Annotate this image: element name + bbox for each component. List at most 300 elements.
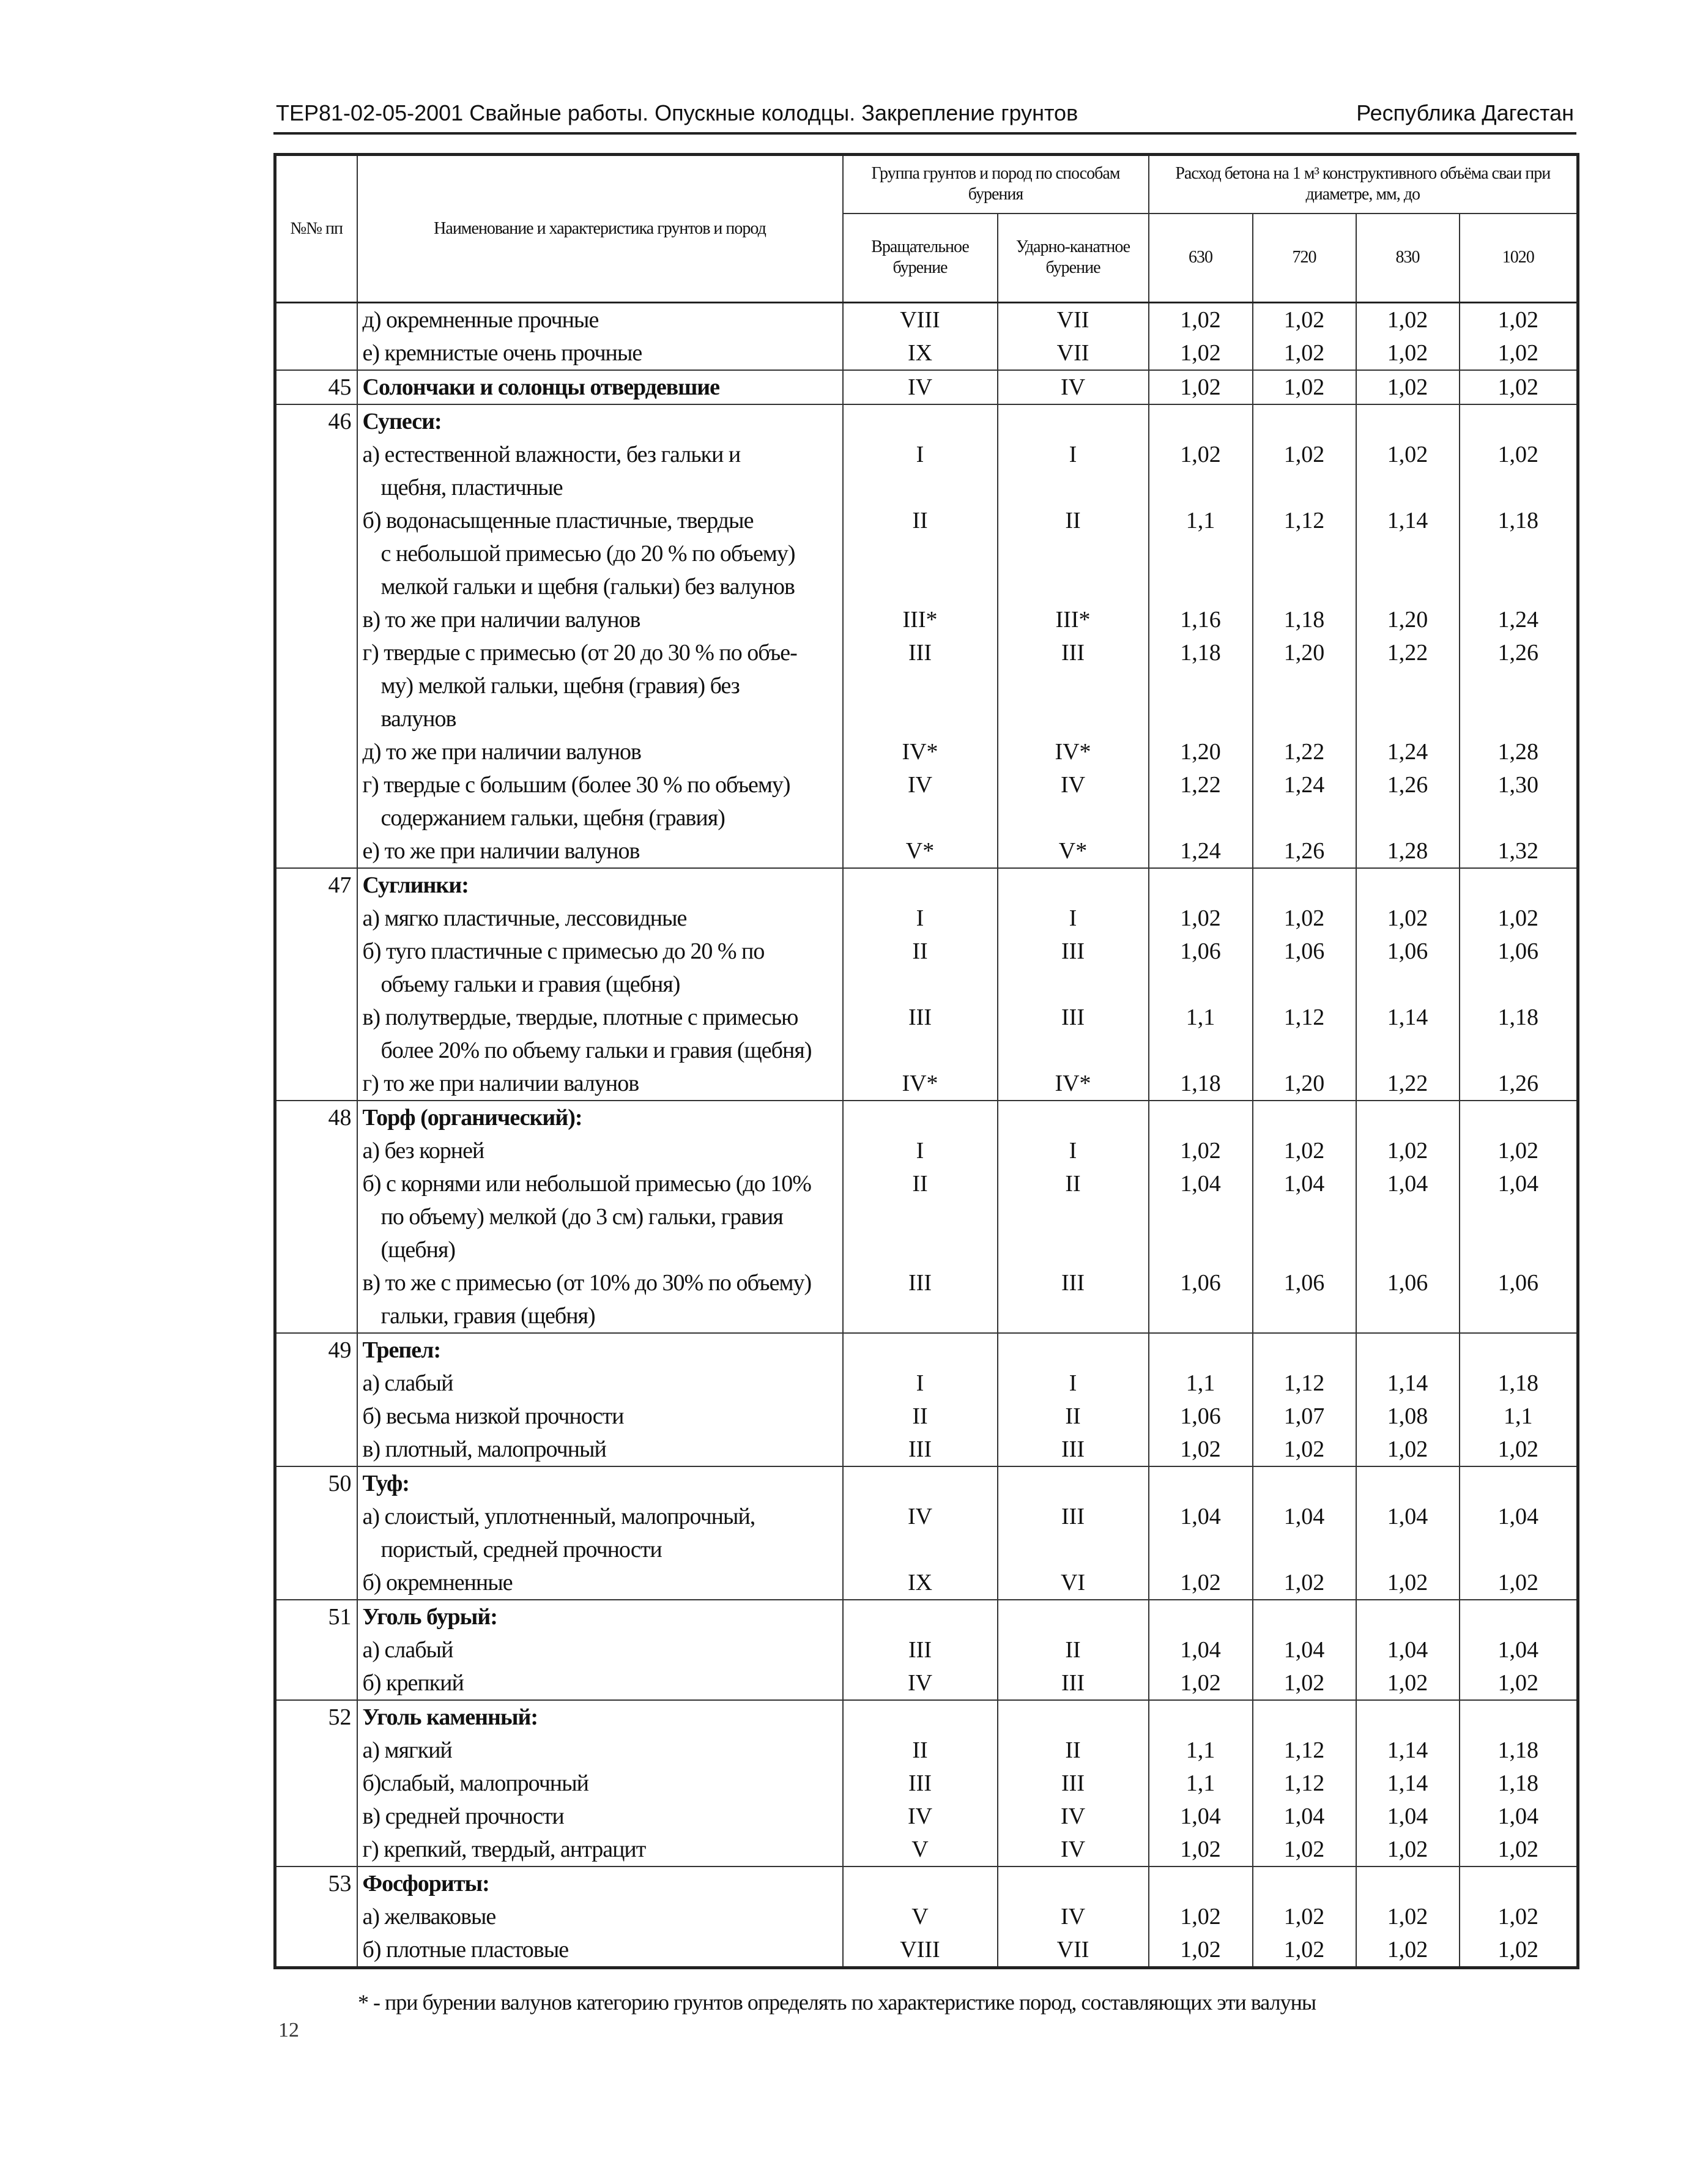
rotary-group: VIII: [843, 1933, 998, 1968]
row-number: 52: [275, 1700, 357, 1734]
row-name-text: г) то же при наличии валунов: [362, 1071, 639, 1096]
row-name: [357, 303, 843, 337]
row-name-text: а) мягкий: [362, 1737, 452, 1763]
row-name: [357, 438, 843, 504]
row-name-text: а) естественной влажности, без гальки и: [362, 442, 741, 467]
table-row: [275, 1666, 1578, 1700]
consumption-d830: 1,02: [1356, 336, 1460, 370]
percussion-group: IV: [998, 768, 1149, 834]
rotary-group: VIII: [843, 303, 998, 337]
consumption-d1020: 1,02: [1460, 1566, 1578, 1600]
row-name-text: б) окремненные: [362, 1570, 513, 1595]
row-name-text: б) туго пластичные с примесью до 20 % по: [362, 938, 765, 964]
row-number: [275, 1400, 357, 1433]
consumption-d720: [1253, 868, 1356, 902]
row-name-text: Уголь каменный:: [362, 1704, 538, 1730]
table-row: [275, 902, 1578, 935]
consumption-d720: 1,02: [1253, 1134, 1356, 1167]
consumption-d720: 1,02: [1253, 370, 1356, 404]
row-number: [275, 1800, 357, 1833]
row-name: [357, 1333, 843, 1367]
consumption-d830: 1,14: [1356, 1001, 1460, 1067]
rotary-group: I: [843, 902, 998, 935]
row-name-continuation: му) мелкой гальки, щебня (гравия) без: [380, 673, 740, 699]
consumption-d630: 1,02: [1149, 1134, 1253, 1167]
row-name: [357, 1167, 843, 1266]
consumption-d630: 1,04: [1149, 1800, 1253, 1833]
consumption-d720: 1,20: [1253, 636, 1356, 735]
table-row: [275, 1500, 1578, 1566]
col-d1020-header: 1020: [1460, 214, 1578, 303]
row-name-text: Фосфориты:: [362, 1871, 489, 1896]
consumption-d1020: 1,26: [1460, 1067, 1578, 1101]
consumption-d630: 1,1: [1149, 1767, 1253, 1800]
row-number: [275, 1566, 357, 1600]
consumption-d720: 1,02: [1253, 1566, 1356, 1600]
consumption-d830: 1,02: [1356, 370, 1460, 404]
table-row: [275, 1367, 1578, 1400]
row-name-text: в) то же при наличии валунов: [362, 607, 640, 633]
consumption-d630: 1,02: [1149, 438, 1253, 504]
consumption-d720: [1253, 404, 1356, 438]
row-number: [275, 1266, 357, 1333]
row-name-text: б) крепкий: [362, 1670, 464, 1696]
consumption-d1020: [1460, 1866, 1578, 1900]
consumption-d630: [1149, 1466, 1253, 1500]
consumption-d1020: 1,18: [1460, 1001, 1578, 1067]
rotary-group: II: [843, 1734, 998, 1767]
row-number: [275, 1134, 357, 1167]
row-name-text: б)слабый, малопрочный: [362, 1770, 589, 1796]
consumption-d1020: [1460, 1101, 1578, 1134]
row-name-text: в) средней прочности: [362, 1803, 564, 1829]
row-number: [275, 636, 357, 735]
row-name: [357, 370, 843, 404]
consumption-d720: 1,02: [1253, 438, 1356, 504]
row-name: [357, 636, 843, 735]
row-name: [357, 1001, 843, 1067]
percussion-group: VI: [998, 1566, 1149, 1600]
row-name-text: е) кремнистые очень прочные: [362, 340, 642, 366]
rotary-group: [843, 1700, 998, 1734]
row-name: [357, 1700, 843, 1734]
consumption-d720: 1,02: [1253, 1666, 1356, 1700]
table-row: [275, 834, 1578, 868]
table-row: [275, 1566, 1578, 1600]
consumption-d720: 1,12: [1253, 1001, 1356, 1067]
consumption-d1020: 1,02: [1460, 1666, 1578, 1700]
consumption-d830: 1,02: [1356, 1933, 1460, 1968]
consumption-d720: [1253, 1333, 1356, 1367]
row-number: 45: [275, 370, 357, 404]
consumption-d630: 1,02: [1149, 1833, 1253, 1866]
consumption-d630: 1,02: [1149, 1666, 1253, 1700]
row-number: [275, 303, 357, 337]
consumption-d1020: 1,26: [1460, 636, 1578, 735]
consumption-d830: 1,24: [1356, 735, 1460, 768]
table-row: [275, 1134, 1578, 1167]
row-number: [275, 834, 357, 868]
row-name-continuation: гальки, гравия (щебня): [380, 1303, 595, 1329]
consumption-d830: 1,14: [1356, 1734, 1460, 1767]
consumption-d720: 1,26: [1253, 834, 1356, 868]
rotary-group: IX: [843, 1566, 998, 1600]
percussion-group: [998, 868, 1149, 902]
row-name: [357, 1900, 843, 1933]
rotary-group: III: [843, 1767, 998, 1800]
table-row: [275, 438, 1578, 504]
percussion-group: V*: [998, 834, 1149, 868]
percussion-group: I: [998, 902, 1149, 935]
row-name: [357, 404, 843, 438]
col-consumption-header: Расход бетона на 1 м³ конструктивного объёма сваи при диаметре, мм, до: [1149, 155, 1578, 214]
table-row: [275, 603, 1578, 636]
consumption-d1020: 1,02: [1460, 1433, 1578, 1466]
row-name: [357, 1734, 843, 1767]
row-name: [357, 1266, 843, 1333]
row-name-text: Суглинки:: [362, 872, 469, 898]
percussion-group: II: [998, 1633, 1149, 1666]
consumption-d630: [1149, 1333, 1253, 1367]
rotary-group: [843, 404, 998, 438]
percussion-group: II: [998, 1167, 1149, 1266]
consumption-d630: 1,02: [1149, 902, 1253, 935]
consumption-d630: [1149, 1700, 1253, 1734]
table-row: [275, 1333, 1578, 1367]
consumption-d630: 1,04: [1149, 1500, 1253, 1566]
table-row: [275, 735, 1578, 768]
consumption-d1020: 1,02: [1460, 303, 1578, 337]
row-name-text: а) слоистый, уплотненный, малопрочный,: [362, 1504, 755, 1529]
consumption-d720: 1,02: [1253, 1933, 1356, 1968]
consumption-d630: 1,06: [1149, 1266, 1253, 1333]
row-name-text: е) то же при наличии валунов: [362, 838, 640, 864]
row-number: 50: [275, 1466, 357, 1500]
row-name: [357, 1433, 843, 1466]
row-name: [357, 868, 843, 902]
row-name: [357, 504, 843, 603]
rotary-group: IV: [843, 370, 998, 404]
row-name: [357, 935, 843, 1001]
percussion-group: IV: [998, 1833, 1149, 1866]
table-row: [275, 1433, 1578, 1466]
percussion-group: [998, 404, 1149, 438]
table-row: [275, 504, 1578, 603]
percussion-group: III: [998, 1500, 1149, 1566]
row-name: [357, 1767, 843, 1800]
consumption-d630: [1149, 1101, 1253, 1134]
col-percussion-header: Ударно-канатное бурение: [998, 214, 1149, 303]
row-number: [275, 1367, 357, 1400]
consumption-d1020: [1460, 868, 1578, 902]
percussion-group: III*: [998, 603, 1149, 636]
consumption-d630: 1,1: [1149, 1734, 1253, 1767]
consumption-d830: 1,22: [1356, 636, 1460, 735]
table-row: [275, 1633, 1578, 1666]
percussion-group: [998, 1101, 1149, 1134]
consumption-d830: [1356, 1101, 1460, 1134]
consumption-d720: 1,06: [1253, 1266, 1356, 1333]
col-number-header: №№ пп: [275, 155, 357, 303]
col-d830-header: 830: [1356, 214, 1460, 303]
consumption-d1020: [1460, 404, 1578, 438]
percussion-group: III: [998, 1433, 1149, 1466]
consumption-d1020: [1460, 1700, 1578, 1734]
rotary-group: III: [843, 1633, 998, 1666]
consumption-d1020: 1,02: [1460, 370, 1578, 404]
table-row: [275, 1167, 1578, 1266]
row-name-continuation: валунов: [380, 706, 456, 732]
row-number: 51: [275, 1600, 357, 1633]
consumption-d830: 1,14: [1356, 504, 1460, 603]
row-name: [357, 1466, 843, 1500]
row-number: 53: [275, 1866, 357, 1900]
consumption-d720: 1,07: [1253, 1400, 1356, 1433]
row-number: [275, 1001, 357, 1067]
consumption-d1020: [1460, 1466, 1578, 1500]
row-name: [357, 1666, 843, 1700]
row-number: [275, 902, 357, 935]
consumption-d830: [1356, 1466, 1460, 1500]
consumption-d1020: 1,04: [1460, 1800, 1578, 1833]
rotary-group: IX: [843, 336, 998, 370]
row-number: [275, 1433, 357, 1466]
table-body: [275, 303, 1578, 1968]
row-name-text: г) твердые с большим (более 30 % по объему): [362, 772, 790, 798]
consumption-d720: 1,04: [1253, 1633, 1356, 1666]
consumption-d720: 1,12: [1253, 1767, 1356, 1800]
table-row: [275, 1101, 1578, 1134]
consumption-d1020: 1,02: [1460, 1134, 1578, 1167]
consumption-d1020: 1,18: [1460, 1367, 1578, 1400]
consumption-d830: 1,02: [1356, 1566, 1460, 1600]
table-row: [275, 1800, 1578, 1833]
rotary-group: [843, 1600, 998, 1633]
percussion-group: VII: [998, 303, 1149, 337]
consumption-d830: 1,02: [1356, 303, 1460, 337]
consumption-d830: 1,02: [1356, 438, 1460, 504]
percussion-group: II: [998, 1400, 1149, 1433]
row-number: [275, 1167, 357, 1266]
table-row: [275, 404, 1578, 438]
row-name-continuation: по объему) мелкой (до 3 см) гальки, гравия: [380, 1204, 783, 1230]
table-row: [275, 935, 1578, 1001]
consumption-d720: 1,12: [1253, 1734, 1356, 1767]
consumption-d720: [1253, 1866, 1356, 1900]
percussion-group: I: [998, 1367, 1149, 1400]
region-label: Республика Дагестан: [1356, 100, 1574, 125]
percussion-group: III: [998, 1001, 1149, 1067]
row-number: [275, 1900, 357, 1933]
row-name-continuation: (щебня): [380, 1237, 456, 1263]
consumption-d630: 1,04: [1149, 1167, 1253, 1266]
table-row: [275, 1001, 1578, 1067]
percussion-group: II: [998, 504, 1149, 603]
percussion-group: I: [998, 438, 1149, 504]
row-name: [357, 1500, 843, 1566]
table-row: [275, 1600, 1578, 1633]
rotary-group: V*: [843, 834, 998, 868]
consumption-d830: 1,02: [1356, 1433, 1460, 1466]
consumption-d1020: 1,06: [1460, 1266, 1578, 1333]
rotary-group: III: [843, 1266, 998, 1333]
consumption-d720: 1,04: [1253, 1800, 1356, 1833]
consumption-d830: [1356, 404, 1460, 438]
table-row: [275, 336, 1578, 370]
row-number: 47: [275, 868, 357, 902]
percussion-group: III: [998, 1666, 1149, 1700]
table-row: [275, 1767, 1578, 1800]
row-number: [275, 336, 357, 370]
consumption-d830: [1356, 868, 1460, 902]
row-name-text: г) твердые с примесью (от 20 до 30 % по объе-: [362, 640, 797, 666]
rotary-group: III: [843, 1433, 998, 1466]
row-name: [357, 1067, 843, 1101]
consumption-d1020: 1,06: [1460, 935, 1578, 1001]
consumption-d630: 1,24: [1149, 834, 1253, 868]
rotary-group: III*: [843, 603, 998, 636]
document-title: ТЕР81-02-05-2001 Свайные работы. Опускные колодцы. Закрепление грунтов: [276, 100, 1078, 125]
consumption-d830: 1,14: [1356, 1367, 1460, 1400]
row-name-text: а) без корней: [362, 1138, 484, 1164]
row-name: [357, 1800, 843, 1833]
rotary-group: III: [843, 1001, 998, 1067]
percussion-group: [998, 1866, 1149, 1900]
consumption-d830: 1,02: [1356, 1900, 1460, 1933]
rotary-group: II: [843, 935, 998, 1001]
consumption-d720: 1,04: [1253, 1500, 1356, 1566]
rotary-group: [843, 1466, 998, 1500]
consumption-d1020: 1,04: [1460, 1500, 1578, 1566]
row-name-continuation: щебня, пластичные: [380, 475, 563, 500]
percussion-group: IV: [998, 1900, 1149, 1933]
consumption-d720: [1253, 1466, 1356, 1500]
consumption-d830: 1,08: [1356, 1400, 1460, 1433]
table-row: [275, 1700, 1578, 1734]
consumption-d830: 1,02: [1356, 1134, 1460, 1167]
row-name: [357, 1633, 843, 1666]
row-name: [357, 1600, 843, 1633]
percussion-group: I: [998, 1134, 1149, 1167]
row-number: [275, 1933, 357, 1968]
consumption-d830: 1,04: [1356, 1800, 1460, 1833]
consumption-d720: [1253, 1101, 1356, 1134]
table-row: [275, 1734, 1578, 1767]
consumption-d630: [1149, 1866, 1253, 1900]
consumption-d720: 1,02: [1253, 902, 1356, 935]
table-row: [275, 1900, 1578, 1933]
consumption-d720: 1,24: [1253, 768, 1356, 834]
consumption-d720: 1,02: [1253, 1900, 1356, 1933]
row-name-text: а) желваковые: [362, 1904, 496, 1930]
consumption-d720: [1253, 1600, 1356, 1633]
consumption-d720: 1,02: [1253, 303, 1356, 337]
consumption-d830: 1,28: [1356, 834, 1460, 868]
row-name-continuation: пористый, средней прочности: [380, 1537, 662, 1562]
consumption-d1020: 1,02: [1460, 438, 1578, 504]
table-row: [275, 636, 1578, 735]
consumption-d720: 1,02: [1253, 1833, 1356, 1866]
consumption-d1020: 1,18: [1460, 1734, 1578, 1767]
rotary-group: IV: [843, 768, 998, 834]
consumption-d630: 1,16: [1149, 603, 1253, 636]
row-name: [357, 735, 843, 768]
rotary-group: II: [843, 1400, 998, 1433]
row-name-text: Уголь бурый:: [362, 1604, 497, 1630]
rotary-group: V: [843, 1833, 998, 1866]
consumption-d1020: 1,04: [1460, 1633, 1578, 1666]
percussion-group: IV: [998, 1800, 1149, 1833]
row-name: [357, 1866, 843, 1900]
consumption-d630: [1149, 404, 1253, 438]
consumption-d1020: 1,1: [1460, 1400, 1578, 1433]
consumption-d630: 1,02: [1149, 1433, 1253, 1466]
row-number: [275, 1734, 357, 1767]
row-name-continuation: мелкой гальки и щебня (гальки) без валунов: [380, 574, 795, 600]
table-row: [275, 1466, 1578, 1500]
row-name-text: Трепел:: [362, 1337, 441, 1363]
consumption-d830: 1,20: [1356, 603, 1460, 636]
consumption-d830: 1,14: [1356, 1767, 1460, 1800]
page-header: [273, 97, 1576, 135]
rotary-group: II: [843, 504, 998, 603]
row-name-continuation: объему гальки и гравия (щебня): [380, 971, 680, 997]
consumption-d830: 1,02: [1356, 1833, 1460, 1866]
row-name: [357, 1101, 843, 1134]
row-name-text: а) слабый: [362, 1637, 453, 1663]
consumption-d720: [1253, 1700, 1356, 1734]
table-row: [275, 868, 1578, 902]
consumption-d630: 1,1: [1149, 1001, 1253, 1067]
row-name-text: д) окремненные прочные: [362, 307, 599, 333]
consumption-d830: 1,26: [1356, 768, 1460, 834]
consumption-d720: 1,12: [1253, 504, 1356, 603]
consumption-d830: [1356, 1866, 1460, 1900]
consumption-d830: 1,02: [1356, 902, 1460, 935]
consumption-d1020: 1,24: [1460, 603, 1578, 636]
row-name-text: б) плотные пластовые: [362, 1937, 569, 1963]
consumption-d630: 1,20: [1149, 735, 1253, 768]
row-name: [357, 336, 843, 370]
consumption-d1020: [1460, 1600, 1578, 1633]
row-number: [275, 1833, 357, 1866]
percussion-group: [998, 1466, 1149, 1500]
consumption-d630: 1,18: [1149, 1067, 1253, 1101]
rotary-group: I: [843, 1134, 998, 1167]
row-name-text: Солончаки и солонцы отвердевшие: [362, 374, 720, 400]
consumption-d630: 1,02: [1149, 1933, 1253, 1968]
consumption-d830: 1,02: [1356, 1666, 1460, 1700]
consumption-d630: 1,02: [1149, 370, 1253, 404]
table-row: [275, 1266, 1578, 1333]
consumption-d1020: [1460, 1333, 1578, 1367]
col-name-header: Наименование и характеристика грунтов и пород: [357, 155, 843, 303]
consumption-d630: 1,06: [1149, 935, 1253, 1001]
col-d630-header: 630: [1149, 214, 1253, 303]
row-name: [357, 1933, 843, 1968]
table-row: [275, 1866, 1578, 1900]
consumption-d1020: 1,02: [1460, 1833, 1578, 1866]
row-name: [357, 1367, 843, 1400]
rotary-group: II: [843, 1167, 998, 1266]
consumption-d830: 1,04: [1356, 1633, 1460, 1666]
percussion-group: [998, 1700, 1149, 1734]
percussion-group: III: [998, 935, 1149, 1001]
consumption-d720: 1,18: [1253, 603, 1356, 636]
row-name: [357, 834, 843, 868]
consumption-d720: 1,04: [1253, 1167, 1356, 1266]
consumption-d1020: 1,02: [1460, 902, 1578, 935]
